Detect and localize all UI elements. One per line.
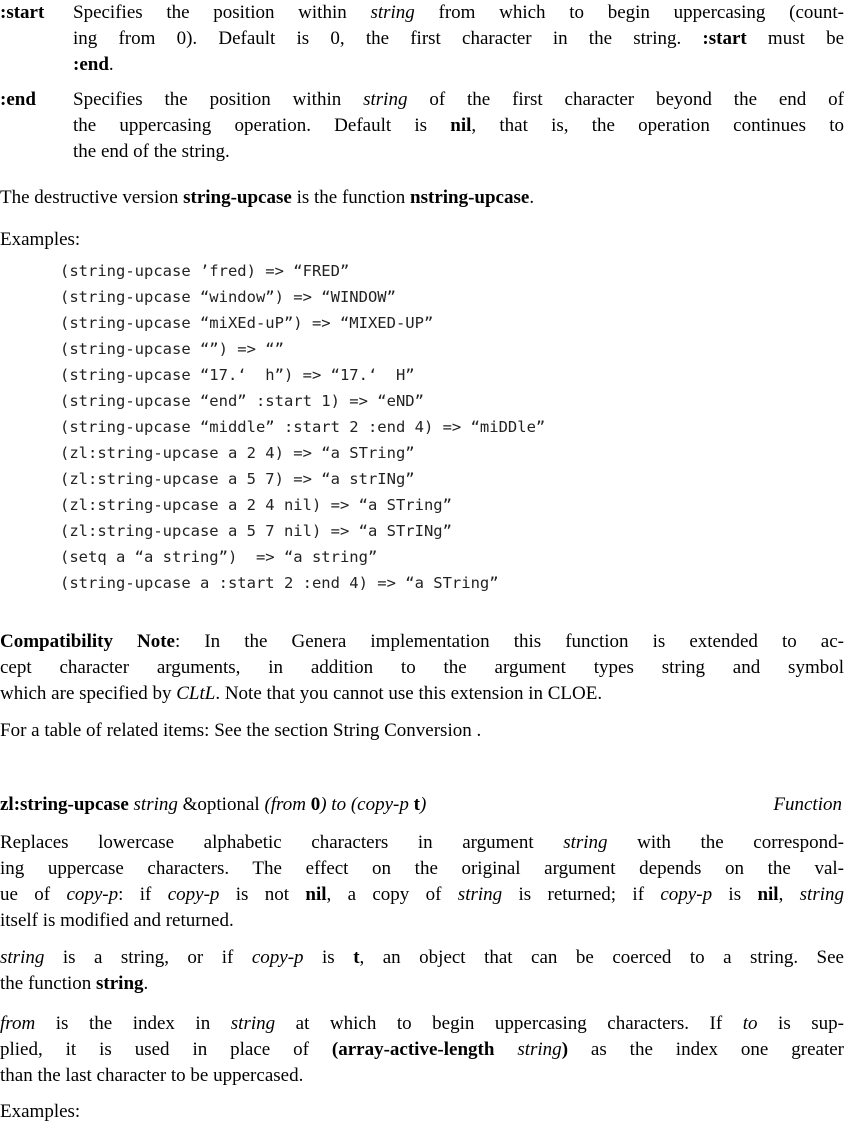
- related-items: For a table of related items: See the section String Conversion .: [0, 720, 482, 741]
- italic-term: string: [133, 794, 178, 815]
- text-line: Specifies the position within string from which to begin uppercasing (count-: [73, 2, 844, 23]
- text-line: Specifies the position within string of the first character beyond the end of: [73, 89, 844, 110]
- bold-term: string-upcase: [183, 187, 292, 208]
- para-string-arg: [0, 945, 844, 997]
- bold-term: Compatibility Note: [0, 631, 175, 652]
- examples-label: Examples:: [0, 229, 81, 250]
- text-line: than the last character to be uppercased.: [0, 1065, 304, 1086]
- bold-term: t: [413, 794, 420, 815]
- bold-term: nil: [305, 884, 327, 905]
- italic-term: ) to (copy-p: [320, 794, 414, 815]
- code-line: (zl:string-upcase a 5 7 nil) => “a STrINg”: [60, 522, 452, 540]
- bold-term: 0: [310, 794, 321, 815]
- code-line: (string-upcase a :start 2 :end 4) => “a STring”: [60, 574, 499, 592]
- code-examples: [60, 258, 545, 596]
- italic-term: string: [517, 1039, 562, 1060]
- text-line: Replaces lowercase alphabetic characters in argument string with the correspond-: [0, 832, 844, 853]
- text-line: the function string.: [0, 973, 149, 994]
- bold-term: nil: [757, 884, 779, 905]
- def-term: :start: [0, 2, 45, 23]
- bold-term: string: [96, 973, 144, 994]
- italic-term: string: [370, 2, 415, 23]
- code-line: (zl:string-upcase a 5 7) => “a strINg”: [60, 470, 415, 488]
- bold-term: nstring-upcase: [410, 187, 530, 208]
- function-signature: zl:string-upcase string &optional (from 0) to (copy-p t): [0, 794, 427, 815]
- para-from-arg: [0, 1011, 844, 1089]
- code-line: (string-upcase “17.‘ h”) => “17.‘ H”: [60, 366, 415, 384]
- text-line: ing uppercase characters. The effect on the original argument depends on the val-: [0, 858, 844, 879]
- italic-term: copy-p: [66, 884, 119, 905]
- italic-term: (from: [264, 794, 311, 815]
- bold-term: t: [353, 947, 360, 968]
- code-line: (zl:string-upcase a 2 4 nil) => “a STring”: [60, 496, 452, 514]
- italic-term: string: [230, 1013, 276, 1034]
- text-line: ing from 0). Default is 0, the first character in the string. :start must be: [73, 28, 844, 49]
- text-line: :end.: [73, 54, 114, 75]
- italic-term: copy-p: [167, 884, 220, 905]
- text-line: which are specified by CLtL. Note that you cannot use this extension in CLOE.: [0, 683, 603, 704]
- code-line: (string-upcase “end” :start 1) => “eND”: [60, 392, 424, 410]
- code-line: (string-upcase “window”) => “WINDOW”: [60, 288, 396, 306]
- text-line: the uppercasing operation. Default is nil, that is, the operation continues to: [73, 115, 844, 136]
- bold-term: (array-active-length: [331, 1039, 518, 1060]
- bold-term: :end: [73, 54, 109, 75]
- code-line: (string-upcase “miXEd-uP”) => “MIXED-UP”: [60, 314, 434, 332]
- code-line: (string-upcase ’fred) => “FRED”: [60, 262, 350, 280]
- code-line: (setq a “a string”) => “a string”: [60, 548, 378, 566]
- italic-term: string: [563, 832, 608, 853]
- italic-term: CLtL: [176, 683, 216, 704]
- text-line: Compatibility Note: In the Genera implementation this function is extended to ac-: [0, 631, 844, 652]
- text-line: itself is modified and returned.: [0, 910, 234, 931]
- text-line: the end of the string.: [73, 141, 230, 162]
- italic-term: ): [419, 794, 427, 815]
- text-line: from is the index in string at which to begin uppercasing characters. If to is sup-: [0, 1013, 844, 1034]
- italic-term: copy-p: [660, 884, 713, 905]
- italic-term: copy-p: [251, 947, 304, 968]
- text-line: cept character arguments, in addition to the argument types string and symbol: [0, 657, 844, 678]
- bold-term: ): [561, 1039, 569, 1060]
- italic-term: string: [457, 884, 503, 905]
- code-line: (string-upcase “”) => “”: [60, 340, 284, 358]
- def-desc: [73, 87, 844, 165]
- examples-label-2: Examples:: [0, 1101, 81, 1122]
- compat-note: [0, 629, 844, 707]
- code-line: (string-upcase “middle” :start 2 :end 4) => “miDDle”: [60, 418, 546, 436]
- text-line: string is a string, or if copy-p is t, an object that can be coerced to a string. See: [0, 947, 844, 968]
- italic-term: string: [799, 884, 844, 905]
- italic-term: from: [0, 1013, 36, 1034]
- text-line: plied, it is used in place of (array-active-length string) as the index one greater: [0, 1039, 844, 1060]
- bold-term: nil: [450, 115, 472, 136]
- function-header: [0, 792, 844, 818]
- text-line: ue of copy-p: if copy-p is not nil, a copy of string is returned; if copy-p is nil, string: [0, 884, 844, 905]
- italic-term: string: [363, 89, 408, 110]
- italic-term: to: [742, 1013, 758, 1034]
- para-description: [0, 830, 844, 934]
- function-kind: Function: [773, 794, 842, 815]
- italic-term: string: [0, 947, 45, 968]
- bold-term: zl:string-upcase: [0, 794, 129, 815]
- code-line: (zl:string-upcase a 2 4) => “a STring”: [60, 444, 415, 462]
- bold-term: :start: [702, 28, 747, 49]
- destructive-note: The destructive version string-upcase is the function nstring-upcase.: [0, 187, 535, 208]
- def-desc: [73, 0, 844, 78]
- def-term: :end: [0, 89, 36, 110]
